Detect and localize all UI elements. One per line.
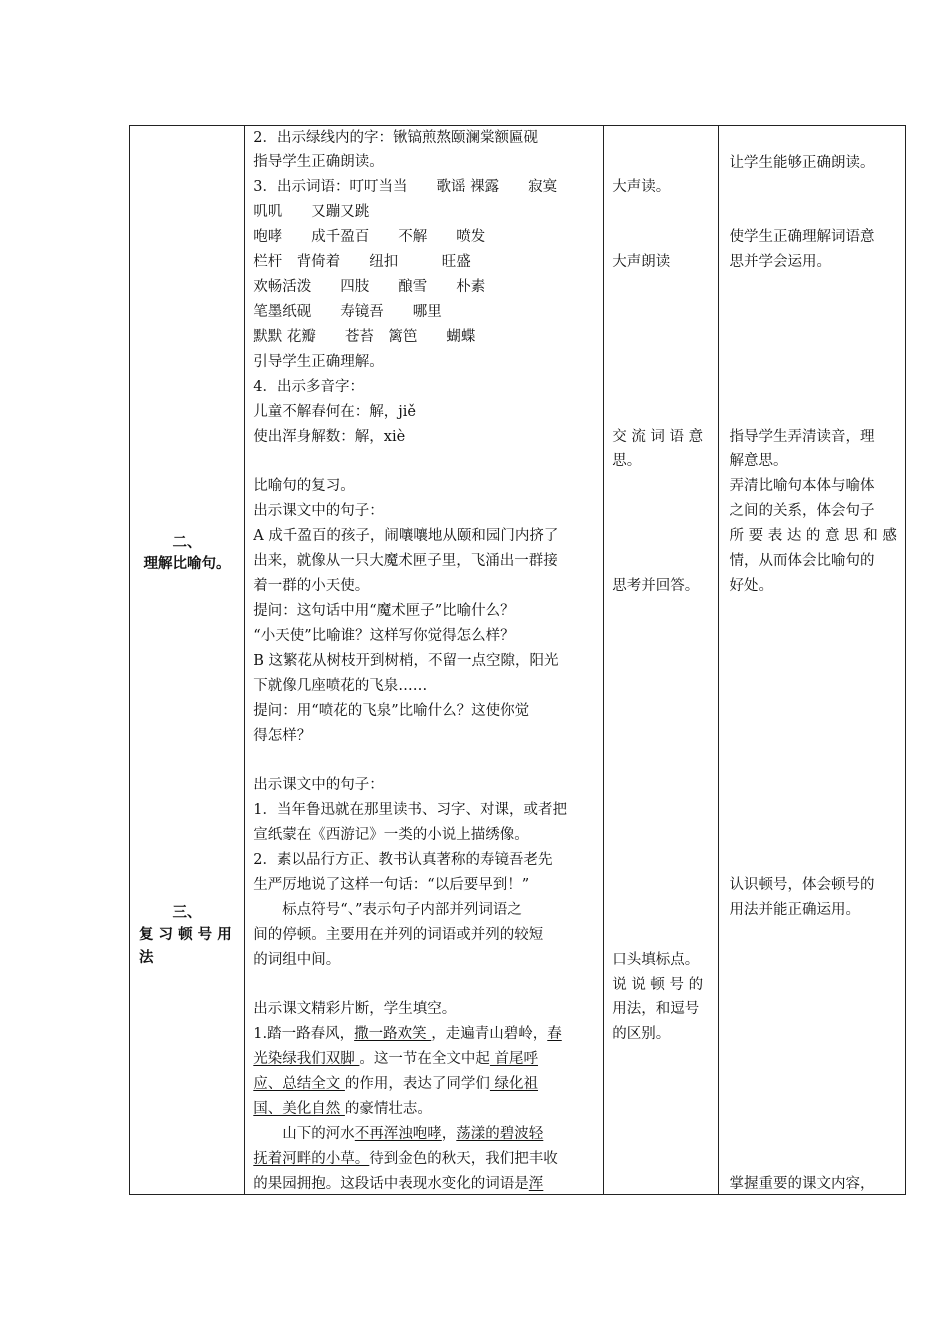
content-line: 出示课文中的句子：: [253, 503, 384, 519]
content-line: 出示课文中的句子：: [253, 777, 384, 793]
content-line: 提问：这句话中用“魔术匣子”比喻什么？: [253, 603, 515, 619]
passage-line: 光染绿我们双脚 。这一节在全文中起 首尾呼: [253, 1051, 539, 1067]
content-line: 出示课文精彩片断，学生填空。: [253, 1001, 457, 1017]
passage-line: 国、美化自然 的豪情壮志。: [253, 1101, 432, 1117]
content-line: 下就像几座喷花的飞泉……: [253, 678, 428, 694]
section-three-number: 三、: [172, 905, 202, 921]
content-line: 栏杆 背倚着 纽扣 旺盛: [253, 254, 471, 270]
fill-blank-answer: 光染绿我们双脚: [253, 1051, 360, 1067]
content-line: 间的停顿。主要用在并列的词语或并列的较短: [253, 927, 544, 943]
fill-blank-answer: 不再浑浊咆哮: [354, 1126, 442, 1142]
section-two-title: 理解比喻句。: [143, 556, 231, 572]
content-line: 咆哮 成千盈百 不解 喷发: [253, 229, 486, 245]
content-line: B 这繁花从树枝开到树梢，不留一点空隙，阳光: [253, 653, 559, 669]
passage-line: 山下的河水不再浑浊咆哮，荡漾的碧波轻: [253, 1126, 544, 1142]
content-line: 出来，就像从一只大魔术匣子里，飞涌出一群接: [253, 553, 558, 569]
content-line: 叽叽 又蹦又跳: [253, 204, 370, 220]
activity-text: 交 流 词 语 意: [612, 429, 704, 445]
fill-blank-answer: 首尾呼: [489, 1051, 539, 1067]
content-line: 宣纸蒙在《西游记》一类的小说上描绣像。: [253, 827, 529, 843]
content-line: 2．出示绿线内的字：锹镐煎熬颐澜棠额匾砚: [253, 130, 539, 146]
activity-text: 说 说 顿 号 的: [612, 977, 704, 993]
fill-blank-answer: 应、总结全文: [253, 1076, 345, 1092]
fill-blank-answer: 浑: [528, 1176, 544, 1192]
teaching-content-column: [245, 126, 604, 1195]
lesson-plan-table: [129, 125, 906, 1195]
content-line: 欢畅活泼 四肢 酿雪 朴素: [253, 279, 486, 295]
purpose-text: 用法并能正确运用。: [729, 902, 860, 918]
purpose-text: 之间的关系，体会句子: [729, 503, 875, 519]
content-line: “小天使”比喻谁？这样写你觉得怎么样？: [253, 628, 515, 644]
content-line: 提问：用“喷花的飞泉”比喻什么？这使你觉: [253, 703, 530, 719]
section-title-column: [130, 126, 245, 1195]
activity-text: 口头填标点。: [612, 952, 700, 968]
fill-blank-answer: 国、美化自然: [253, 1101, 345, 1117]
section-three-title-line1: 复 习 顿 号 用: [139, 927, 232, 943]
fill-blank-answer: 荡漾的碧波轻: [456, 1126, 544, 1142]
content-line: 4．出示多音字：: [253, 379, 365, 395]
activity-text: 大声朗读: [612, 254, 671, 270]
passage-line: 应、总结全文 的作用，表达了同学们 绿化祖: [253, 1076, 539, 1092]
fill-blank-answer: 春: [547, 1026, 562, 1042]
purpose-text: 所 要 表 达 的 意 思 和 感: [729, 528, 897, 544]
student-activity-column: [604, 126, 718, 1195]
content-line: 的词组中间。: [253, 952, 341, 968]
purpose-text: 掌握重要的课文内容，: [729, 1176, 875, 1192]
passage-line: 的果园拥抱。这段话中表现水变化的词语是浑: [253, 1176, 544, 1192]
purpose-text: 指导学生弄清读音，理: [729, 429, 875, 445]
teaching-purpose-column: [718, 126, 906, 1195]
purpose-text: 解意思。: [729, 453, 788, 469]
content-line: 引导学生正确理解。: [253, 354, 384, 370]
purpose-text: 使学生正确理解词语意: [729, 229, 875, 245]
activity-text: 用法，和逗号: [612, 1001, 700, 1017]
fill-blank-answer: 撒一路欢笑: [354, 1026, 432, 1042]
content-line: A 成千盈百的孩子，闹嚷嚷地从颐和园门内挤了: [253, 528, 559, 544]
activity-text: 思考并回答。: [612, 578, 700, 594]
table-row: [130, 126, 906, 1195]
fill-blank-answer: 绿化祖: [489, 1076, 539, 1092]
activity-text: 的区别。: [612, 1026, 671, 1042]
purpose-text: 情，从而体会比喻句的: [729, 553, 875, 569]
activity-text: 思。: [612, 453, 642, 469]
content-line: 比喻句的复习。: [253, 478, 355, 494]
purpose-text: 弄清比喻句本体与喻体: [729, 478, 875, 494]
content-line: 指导学生正确朗读。: [253, 154, 384, 170]
purpose-text: 让学生能够正确朗读。: [729, 155, 875, 171]
purpose-text: 认识顿号，体会顿号的: [729, 877, 875, 893]
passage-line: 抚着河畔的小草。待到金色的秋天，我们把丰收: [253, 1151, 558, 1167]
content-line: 3．出示词语：叮叮当当 歌谣 裸露 寂寞: [253, 179, 558, 195]
content-line: 1．当年鲁迅就在那里读书、习字、对课，或者把: [253, 802, 568, 818]
fill-blank-answer: 抚着河畔的小草。: [253, 1151, 370, 1167]
content-line: 着一群的小天使。: [253, 578, 370, 594]
section-two-number: 二、: [172, 535, 202, 551]
purpose-text: 好处。: [729, 578, 773, 594]
content-line: 2．素以品行方正、教书认真著称的寿镜吾老先: [253, 852, 553, 868]
passage-line: 1.踏一路春风，撒一路欢笑 ，走遍青山碧岭，春: [253, 1026, 562, 1042]
section-three-title-line2: 法: [139, 950, 154, 966]
content-line: 生严厉地说了这样一句话：“以后要早到！”: [253, 877, 530, 893]
content-line: 儿童不解春何在：解，jiě: [253, 404, 417, 420]
content-line: 得怎样？: [253, 728, 312, 744]
content-line: 默默 花瓣 苍苔 篱笆 蝴蝶: [253, 329, 476, 345]
content-line: 使出浑身解数：解，xiè: [253, 429, 406, 445]
content-line: 标点符号“、”表示句子内部并列词语之: [253, 902, 522, 918]
content-line: 笔墨纸砚 寿镜吾 哪里: [253, 304, 442, 320]
purpose-text: 思并学会运用。: [729, 254, 831, 270]
activity-text: 大声读。: [612, 179, 671, 195]
